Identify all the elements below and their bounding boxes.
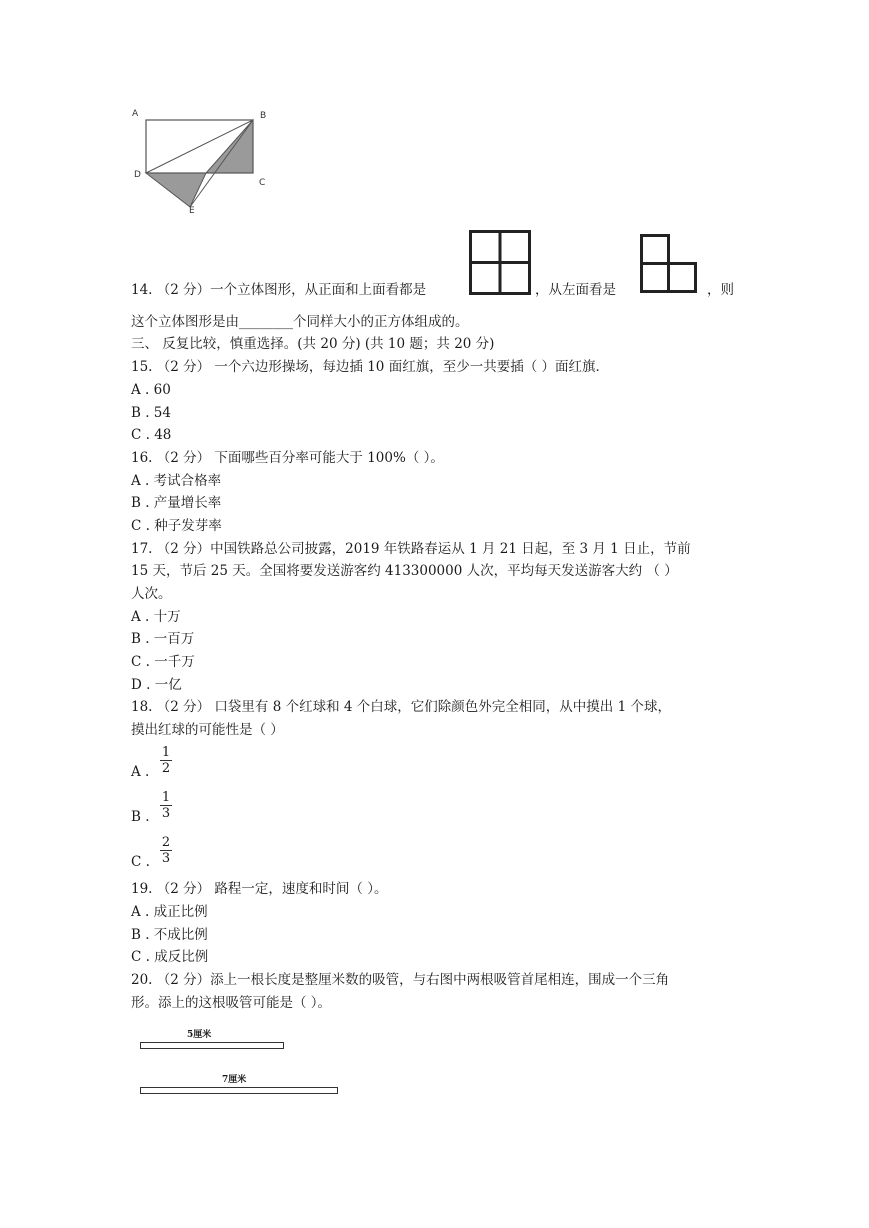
q19-option-b[interactable]: B . 不成比例 xyxy=(131,927,208,943)
section-3-heading: 三、 反复比较，慎重选择。(共 20 分) (共 10 题；共 20 分) xyxy=(131,336,495,352)
q18-option-b-label[interactable]: B . xyxy=(131,809,150,825)
q16-stem: 16. （2 分） 下面哪些百分率可能大于 100%（ ）。 xyxy=(131,450,444,466)
q19-option-c[interactable]: C . 成反比例 xyxy=(131,949,209,965)
q18-option-a-fraction[interactable] xyxy=(160,746,172,775)
q14-line2: 这个立体图形是由________个同样大小的正方体组成的。 xyxy=(131,314,469,330)
q18-option-c-fraction[interactable] xyxy=(160,836,172,865)
fraction-numerator: 1 xyxy=(161,745,171,760)
q19-option-a[interactable]: A . 成正比例 xyxy=(131,904,208,920)
straw-1-label: 5厘米 xyxy=(187,1030,212,1040)
q17-option-d[interactable]: D . 一亿 xyxy=(131,677,182,693)
q14-text-part3: ，则 xyxy=(707,282,734,298)
q18-option-c-label[interactable]: C . xyxy=(131,854,150,870)
q15-stem: 15. （2 分） 一个六边形操场，每边插 10 面红旗，至少一共要插（ ）面红旗． xyxy=(131,359,609,375)
q15-option-b[interactable]: B . 54 xyxy=(131,405,171,421)
fraction-denominator: 3 xyxy=(161,806,171,821)
q16-option-b[interactable]: B . 产量增长率 xyxy=(131,495,222,511)
label-a: A xyxy=(132,109,139,119)
q14-text-part2: ，从左面看是 xyxy=(535,282,616,298)
straw-2-label: 7厘米 xyxy=(222,1075,247,1085)
label-e: E xyxy=(189,206,195,216)
q17-option-a[interactable]: A . 十万 xyxy=(131,609,181,625)
front-top-view-icon xyxy=(469,230,531,295)
q17-option-c[interactable]: C . 一千万 xyxy=(131,654,195,670)
fraction-denominator: 3 xyxy=(161,851,171,866)
label-c: C xyxy=(259,178,266,188)
q18-option-b-fraction[interactable] xyxy=(160,791,172,820)
q18-line1: 18. （2 分） 口袋里有 8 个红球和 4 个白球，它们除颜色外完全相同，从中摸出 1 个球， xyxy=(131,699,671,715)
q15-option-a[interactable]: A . 60 xyxy=(131,382,171,398)
straw-1 xyxy=(140,1042,284,1049)
q19-stem: 19. （2 分） 路程一定，速度和时间（ ）。 xyxy=(131,881,388,897)
q17-line2: 15 天，节后 25 天。全国将要发送游客约 413300000 人次，平均每天发送游客大约 （ ） xyxy=(131,563,678,579)
q17-line1: 17. （2 分）中国铁路总公司披露，2019 年铁路春运从 1 月 21 日起，至 3 月 1 日止，节前 xyxy=(131,541,691,557)
q16-option-a[interactable]: A . 考试合格率 xyxy=(131,473,222,489)
label-b: B xyxy=(260,111,267,121)
q20-line2: 形。添上的这根吸管可能是（ ）。 xyxy=(131,995,332,1011)
q18-option-a-label[interactable]: A . xyxy=(131,764,150,780)
q15-option-c[interactable]: C . 48 xyxy=(131,427,172,443)
straw-2 xyxy=(140,1087,338,1094)
q17-line3: 人次。 xyxy=(131,586,172,602)
fraction-numerator: 1 xyxy=(161,790,171,805)
rectangle-triangle-figure xyxy=(128,106,278,221)
label-d: D xyxy=(134,170,141,180)
fraction-denominator: 2 xyxy=(161,761,171,776)
q14-text-part1: 14. （2 分）一个立体图形，从正面和上面看都是 xyxy=(131,282,427,298)
q18-line2: 摸出红球的可能性是（ ） xyxy=(131,722,284,738)
q20-line1: 20. （2 分）添上一根长度是整厘米数的吸管，与右图中两根吸管首尾相连，围成一个三角 xyxy=(131,972,670,988)
left-view-icon xyxy=(640,234,698,294)
fraction-numerator: 2 xyxy=(161,835,171,850)
q16-option-c[interactable]: C . 种子发芽率 xyxy=(131,518,222,534)
q17-option-b[interactable]: B . 一百万 xyxy=(131,631,195,647)
